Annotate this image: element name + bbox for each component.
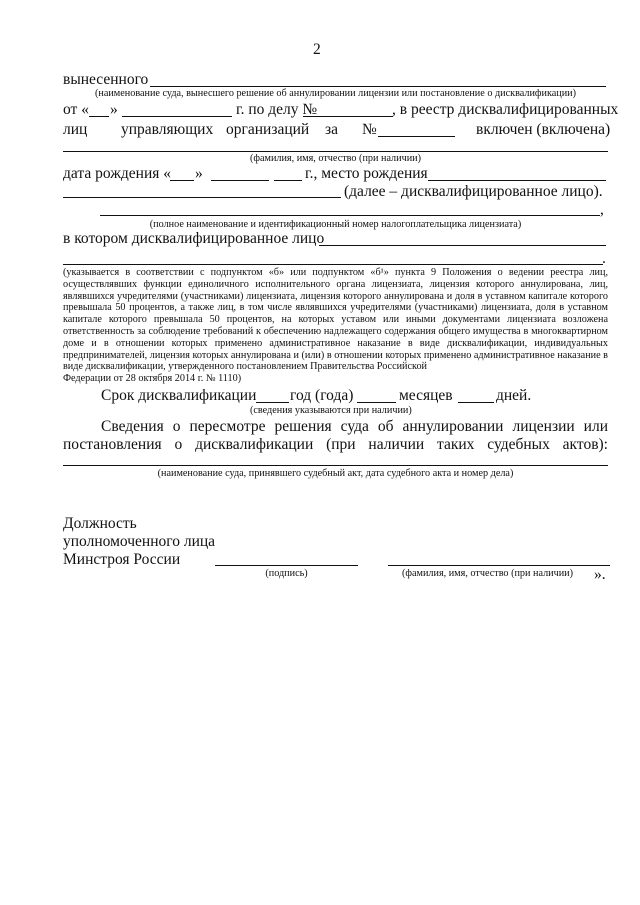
- case-label: г. по делу №: [236, 101, 318, 118]
- term-caption: (сведения указываются при наличии): [250, 405, 412, 416]
- managers-w4: за: [325, 121, 339, 138]
- signature-caption: (подпись): [265, 568, 308, 579]
- birth-place-label: г., место рождения: [305, 165, 428, 182]
- signature-field[interactable]: [215, 565, 358, 566]
- signature-official: уполномоченного лица: [63, 533, 216, 550]
- position-end: .: [602, 250, 606, 267]
- court-name-field[interactable]: [150, 86, 606, 87]
- review-field[interactable]: [63, 465, 608, 466]
- page-number: 2: [313, 41, 321, 58]
- fio-caption: (фамилия, имя, отчество (при наличии): [249, 153, 422, 164]
- signature-closing: ».: [594, 566, 606, 583]
- managers-w2: управляющих: [121, 121, 214, 138]
- court-caption: (наименование суда, вынесшего решение об аннулировании лицензии или постановление о дисквалификации): [94, 88, 577, 99]
- review-line-1: Сведения о пересмотре решения суда об аннулировании лицензии или: [101, 418, 608, 435]
- review-caption: (наименование суда, принявшего судебный акт, дата судебного акта и номер дела): [157, 468, 514, 479]
- court-label: вынесенного: [63, 71, 149, 88]
- term-years-label: год (года): [290, 387, 354, 404]
- registry-number-field[interactable]: [378, 136, 455, 137]
- term-days-label: дней.: [496, 387, 532, 404]
- signature-position: Должность: [63, 515, 137, 532]
- further-label: (далее – дисквалифицированное лицо).: [344, 183, 603, 200]
- term-days-field[interactable]: [458, 402, 494, 403]
- term-label: Срок дисквалификации: [101, 387, 257, 404]
- birth-day-field[interactable]: [170, 180, 194, 181]
- fio-field[interactable]: [63, 151, 608, 152]
- in-which-field[interactable]: [319, 245, 606, 246]
- birth-month-field[interactable]: [211, 180, 269, 181]
- date-prefix: от «: [63, 101, 89, 118]
- signature-fio-caption: (фамилия, имя, отчество (при наличии): [402, 568, 574, 579]
- licensee-field[interactable]: [100, 215, 600, 216]
- term-years-field[interactable]: [256, 402, 289, 403]
- case-number-field[interactable]: [303, 116, 393, 117]
- birth-place-continued-field[interactable]: [63, 197, 341, 198]
- note-paragraph: [63, 267, 608, 385]
- registry-label: , в реестр дисквалифицированных: [392, 101, 619, 118]
- position-field[interactable]: [63, 264, 603, 265]
- birth-label: дата рождения «: [63, 165, 172, 182]
- licensee-comma: ,: [600, 201, 604, 218]
- managers-w6: включен (включена): [476, 121, 611, 138]
- signature-fio-field[interactable]: [388, 565, 610, 566]
- review-line-2: постановления о дисквалификации (при наличии таких судебных актов):: [63, 436, 608, 453]
- note-last: Федерации от 28 октября 2014 г. № 1110): [63, 373, 242, 385]
- managers-w5: №: [362, 121, 377, 138]
- signature-ministry: Минстроя России: [63, 551, 181, 568]
- managers-w1: лиц: [63, 121, 88, 138]
- licensee-caption: (полное наименование и идентификационный номер налогоплательщика лицензиата): [149, 219, 522, 230]
- date-mid: »: [110, 101, 118, 118]
- term-months-field[interactable]: [357, 402, 396, 403]
- birth-mid: »: [195, 165, 203, 182]
- term-months-label: месяцев: [399, 387, 453, 404]
- month-year-field[interactable]: [122, 116, 232, 117]
- birth-year-field[interactable]: [274, 180, 302, 181]
- in-which-label: в котором дисквалифицированное лицо: [63, 230, 325, 247]
- birth-place-field[interactable]: [428, 180, 606, 181]
- managers-w3: организаций: [226, 121, 310, 138]
- note-text: (указывается в соответствии с подпунктом «б» или подпунктом «б¹» пункта 9 Положения о ведении реестра лиц, осуществлявших функции единоличного исполнительного органа лицензиата, лицензия которого аннулирована, лиц, являвшихся учредителями (участниками) лицензиата, лицензия которого аннулирована и доля в уставном капитале которого превышала 50 процентов, а также лиц, в том числе являвшихся учредителями (участниками) лицензиата, доля в уставном капитале которого превышала 50 процентов, на которых уставом или иными документами лицензиата возложена ответственность за соблюдение требований к обеспечению надлежащего содержания общего имущества в многоквартирном доме и в отношении которых применено административное наказание в виде дисквалификации, индивидуальных предпринимателей, лицензия которых аннулирована и (или) в отношении которых применено административное наказание в виде дисквалификации, утвержденного постановлением Правительства Российской: [63, 267, 608, 373]
- day-field[interactable]: [89, 116, 109, 117]
